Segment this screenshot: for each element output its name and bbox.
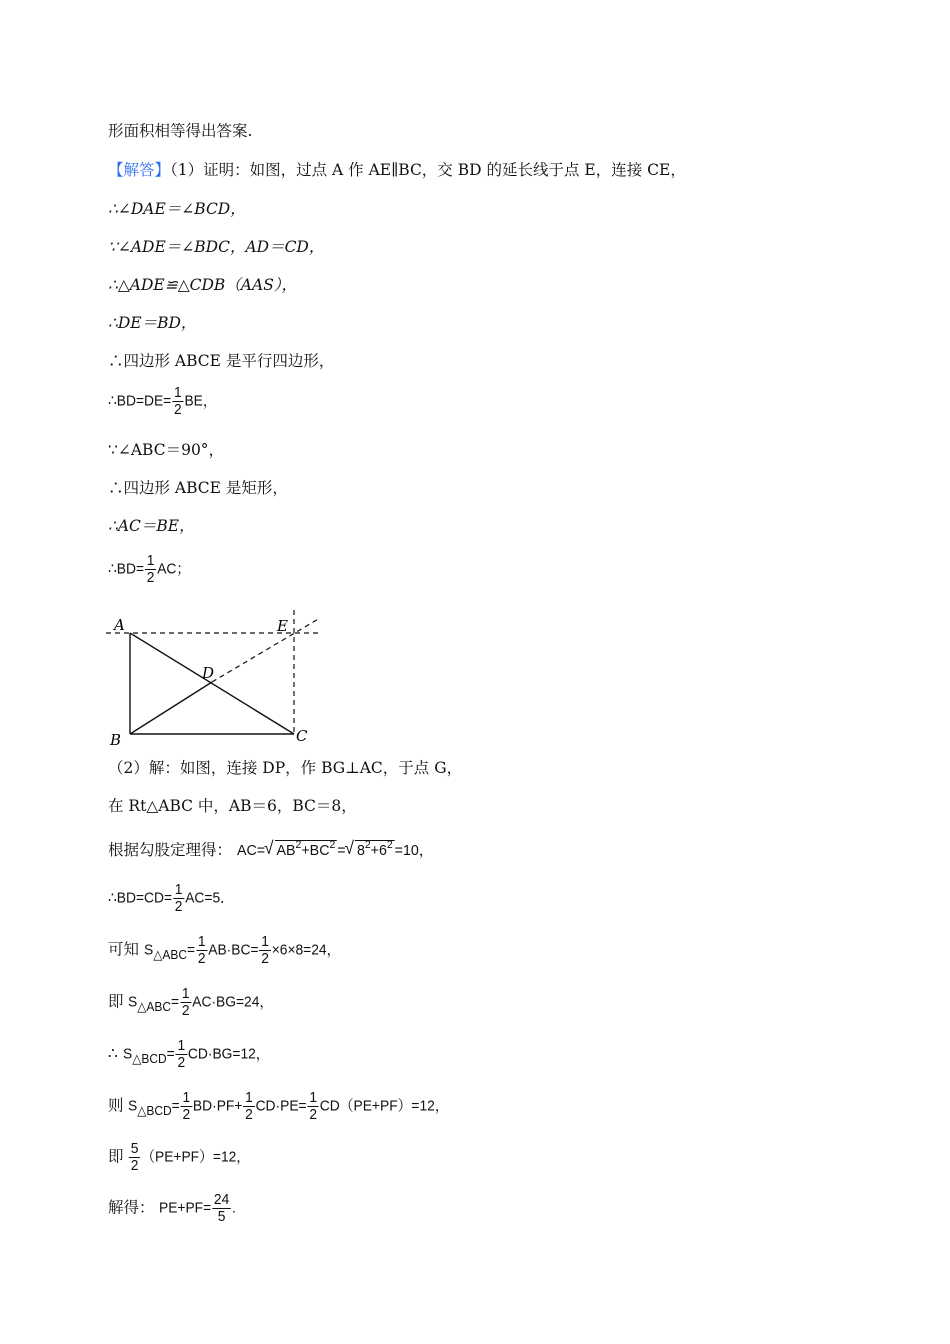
label-d: D xyxy=(202,664,215,682)
text-line-17: 即 S△ABC= $\frac{1}{2}$ AC·BG=24， xyxy=(108,985,274,1019)
dashed-line-de xyxy=(212,618,320,682)
text-line-3: ∵∠ADE＝∠BDC，AD＝CD， xyxy=(108,238,325,256)
fraction: $\frac{1}{2}$ xyxy=(174,384,182,418)
text-line-6: ∴四边形 ABCE 是平行四边形， xyxy=(108,352,335,370)
formula-result: PE+PF= $\frac{24}{5}$ . xyxy=(159,1191,237,1225)
text-line-5: ∴DE＝BD， xyxy=(108,314,197,332)
formula-area-abc-bg: S△ABC= $\frac{1}{2}$ AC·BG=24， xyxy=(128,985,274,1019)
formula-area-bcd: S△BCD= $\frac{1}{2}$ CD·BG=12， xyxy=(122,1037,270,1071)
text-line-11 xyxy=(108,553,197,586)
text-line-8: ∵∠ABC＝90°， xyxy=(108,441,225,459)
proof-intro: （1）证明：如图，过点 A 作 AE∥BC，交 BD 的延长线于点 E，连接 CE， xyxy=(170,161,686,179)
formula-area-bcd-split: S△BCD= $\frac{1}{2}$ BD·PF+ $\frac{1}{2}$ CD·PE= $\frac{1}{2}$ CD（PE+PF）=12， xyxy=(128,1089,450,1123)
text-line-10: ∴AC＝BE， xyxy=(108,517,195,535)
text-line-0: 形面积相等得出答案. xyxy=(108,122,253,140)
text-line-21: 解得： PE+PF= $\frac{24}{5}$ . xyxy=(108,1191,237,1225)
label-b: B xyxy=(110,731,122,749)
text-line-4: ∴△ADE≌△CDB（AAS）， xyxy=(108,276,298,294)
text-line-18: ∴ S△BCD= $\frac{1}{2}$ CD·BG=12， xyxy=(108,1037,270,1071)
label-a: A xyxy=(114,616,125,634)
fraction: $\frac{1}{2}$ xyxy=(146,552,155,586)
formula-bd-ac: ∴BD= $\frac{1}{2}$ AC； xyxy=(108,552,191,586)
geometry-figure xyxy=(100,608,340,750)
text-line-13: 在 Rt△ABC 中，AB＝6，BC＝8， xyxy=(108,797,357,815)
text-line-19: 则 S△BCD= $\frac{1}{2}$ BD·PF+ $\frac{1}{2}$ CD·PE= $\frac{1}{2}$ CD（PE+PF）=12， xyxy=(108,1089,450,1123)
formula-bd-de: ∴BD=DE= $\frac{1}{2}$ BE， xyxy=(108,384,217,418)
text-line-12: （2）解：如图，连接 DP，作 BG⊥AC，于点 G， xyxy=(108,759,463,777)
label-c: C xyxy=(296,727,308,745)
formula-pythagoras: AC=√ $AB^2+BC^2$ =√ $8^2+6^2 =10$， xyxy=(237,840,433,862)
text-line-14: 根据勾股定理得： AC=√ $AB^2+BC^2$ =√ $8^2+6^2 =10$， xyxy=(108,840,443,862)
formula-five-halves: $\frac{5}{2}$ （PE+PF）=12， xyxy=(131,1140,251,1174)
formula-area-abc: S△ABC= $\frac{1}{2}$ AB·BC= $\frac{1}{2}$ ×6×8=24， xyxy=(143,933,341,967)
label-e: E xyxy=(277,617,288,635)
text-line-20: 即 $\frac{5}{2}$ （PE+PF）=12， xyxy=(108,1140,251,1174)
text-line-2: ∴∠DAE＝∠BCD， xyxy=(108,200,246,218)
answer-tag: 【解答】 xyxy=(108,161,171,179)
formula-bd-cd: ∴BD=CD= $\frac{1}{2}$ AC=5． xyxy=(108,881,234,915)
text-line-1 xyxy=(108,160,686,180)
text-line-15 xyxy=(108,882,245,915)
text-line-16: 可知 S△ABC= $\frac{1}{2}$ AB·BC= $\frac{1}{2}$ ×6×8=24， xyxy=(108,933,341,967)
text-line-9: ∴四边形 ABCE 是矩形， xyxy=(108,479,288,497)
text-line-7 xyxy=(108,385,226,418)
segment-bd xyxy=(130,682,212,734)
